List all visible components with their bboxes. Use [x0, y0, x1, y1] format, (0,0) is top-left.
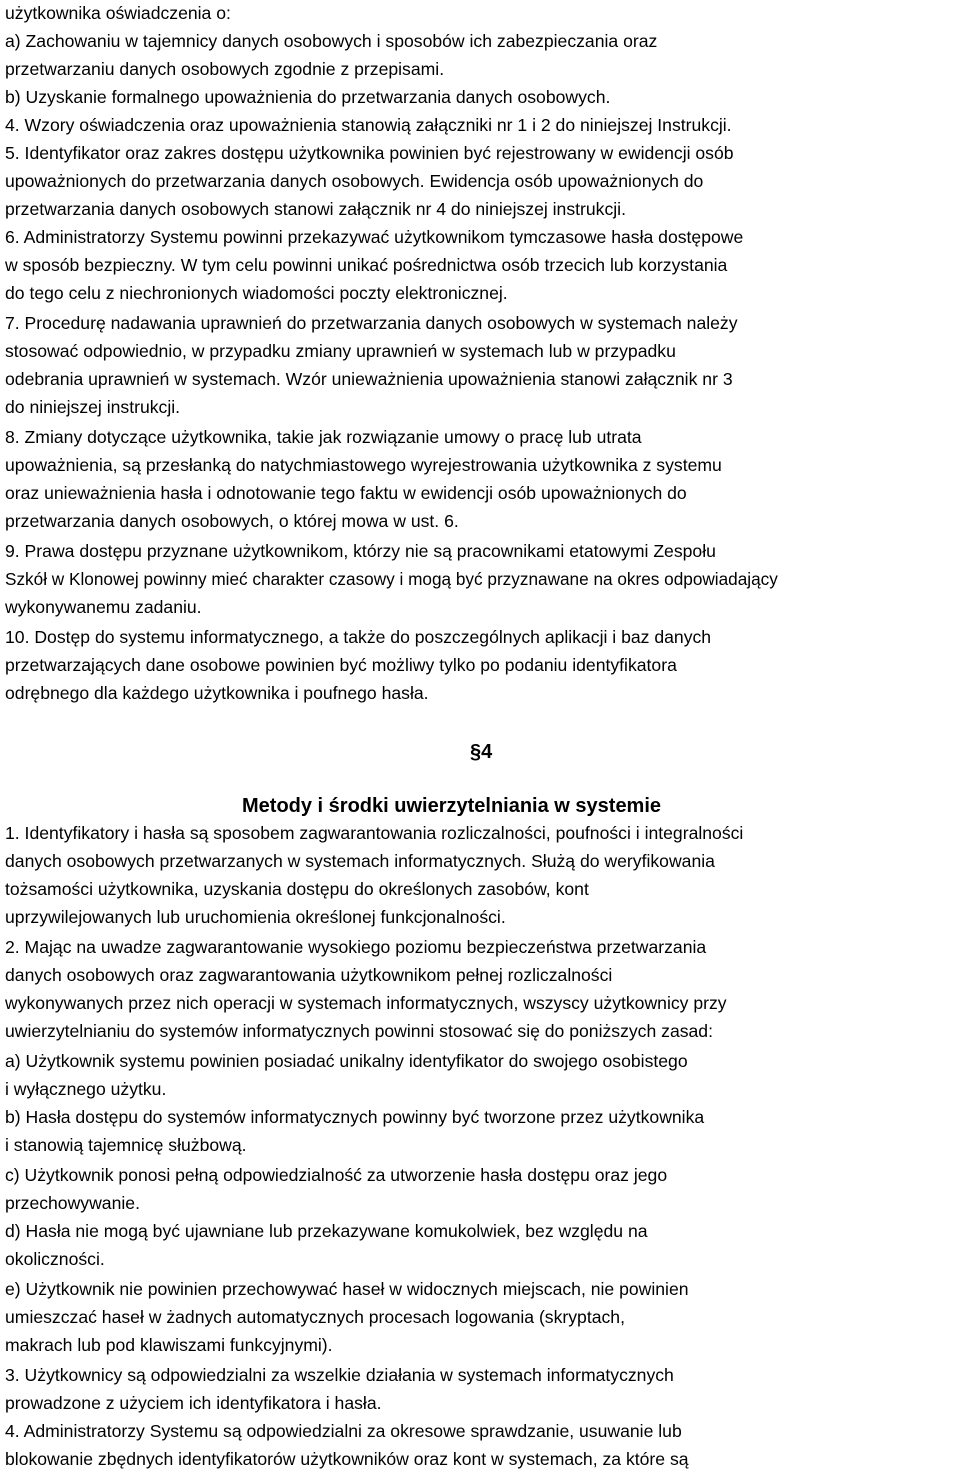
text-line: oraz unieważnienia hasła i odnotowanie tego faktu w ewidencji osób upoważnionych do: [5, 483, 687, 503]
text-line: 3. Użytkownicy są odpowiedzialni za wszelkie działania w systemach informatycznych: [5, 1365, 674, 1385]
text-line: do tego celu z niechronionych wiadomości poczty elektronicznej.: [5, 283, 508, 303]
text-line: przetwarzających dane osobowe powinien być możliwy tylko po podaniu identyfikatora: [5, 655, 677, 675]
text-line: odebrania uprawnień w systemach. Wzór unieważnienia upoważnienia stanowi załącznik nr 3: [5, 369, 733, 389]
text-line: d) Hasła nie mogą być ujawniane lub przekazywane komukolwiek, bez względu na: [5, 1221, 648, 1241]
text-line: 1. Identyfikatory i hasła są sposobem zagwarantowania rozliczalności, poufności i integralności: [5, 823, 744, 843]
text-line: makrach lub pod klawiszami funkcyjnymi).: [5, 1335, 333, 1355]
text-line: b) Uzyskanie formalnego upoważnienia do przetwarzania danych osobowych.: [5, 87, 611, 107]
text-line: 5. Identyfikator oraz zakres dostępu użytkownika powinien być rejestrowany w ewidencji osób: [5, 143, 734, 163]
section-number: §4: [470, 741, 493, 763]
text-line: odrębnego dla każdego użytkownika i poufnego hasła.: [5, 683, 429, 703]
text-line: 2. Mając na uwadze zagwarantowanie wysokiego poziomu bezpieczeństwa przetwarzania: [5, 937, 707, 957]
text-line: danych osobowych przetwarzanych w systemach informatycznych. Służą do weryfikowania: [5, 851, 715, 871]
text-line: wykonywanych przez nich operacji w systemach informatycznych, wszyscy użytkownicy przy: [5, 993, 727, 1013]
text-line: wykonywanemu zadaniu.: [5, 597, 202, 617]
text-line: danych osobowych oraz zagwarantowania użytkownikom pełnej rozliczalności: [5, 965, 613, 985]
text-line: uprzywilejowanych lub uruchomienia określonej funkcjonalności.: [5, 907, 506, 927]
text-line: blokowanie zbędnych identyfikatorów użytkowników oraz kont w systemach, za które są: [5, 1449, 689, 1469]
section-title: Metody i środki uwierzytelniania w systemie: [242, 795, 662, 817]
text-line: w sposób bezpieczny. W tym celu powinni unikać pośrednictwa osób trzecich lub korzystania: [5, 255, 728, 275]
text-line: upoważnionych do przetwarzania danych osobowych. Ewidencja osób upoważnionych do: [5, 171, 704, 191]
text-line: przetwarzania danych osobowych, o której mowa w ust. 6.: [5, 511, 459, 531]
text-line: użytkownika oświadczenia o:: [5, 3, 231, 23]
text-line: przetwarzania danych osobowych stanowi załącznik nr 4 do niniejszej instrukcji.: [5, 199, 626, 219]
text-line: przechowywanie.: [5, 1193, 140, 1213]
text-line: 4. Administratorzy Systemu są odpowiedzialni za okresowe sprawdzanie, usuwanie lub: [5, 1421, 682, 1441]
text-line: 7. Procedurę nadawania uprawnień do przetwarzania danych osobowych w systemach należy: [5, 313, 738, 333]
text-line: prowadzone z użyciem ich identyfikatora i hasła.: [5, 1393, 382, 1413]
text-line: Szkół w Klonowej powinny mieć charakter czasowy i mogą być przyznawane na okres odpowiadający: [5, 569, 778, 589]
text-line: e) Użytkownik nie powinien przechowywać haseł w widocznych miejscach, nie powinien: [5, 1279, 689, 1299]
text-line: 10. Dostęp do systemu informatycznego, a także do poszczególnych aplikacji i baz danych: [5, 627, 712, 647]
text-line: 8. Zmiany dotyczące użytkownika, takie jak rozwiązanie umowy o pracę lub utrata: [5, 427, 642, 447]
text-line: okoliczności.: [5, 1249, 105, 1269]
text-line: tożsamości użytkownika, uzyskania dostępu do określonych zasobów, kont: [5, 879, 589, 899]
text-line: a) Zachowaniu w tajemnicy danych osobowych i sposobów ich zabezpieczania oraz: [5, 31, 658, 51]
text-line: i wyłącznego użytku.: [5, 1079, 167, 1099]
text-line: umieszczać haseł w żadnych automatycznych procesach logowania (skryptach,: [5, 1307, 625, 1327]
text-line: 9. Prawa dostępu przyznane użytkownikom, którzy nie są pracownikami etatowymi Zespołu: [5, 541, 716, 561]
text-line: 4. Wzory oświadczenia oraz upoważnienia stanowią załączniki nr 1 i 2 do niniejszej Instrukcji.: [5, 115, 732, 135]
text-line: do niniejszej instrukcji.: [5, 397, 181, 417]
text-line: 6. Administratorzy Systemu powinni przekazywać użytkownikom tymczasowe hasła dostępowe: [5, 227, 744, 247]
text-line: upoważnienia, są przesłanką do natychmiastowego wyrejestrowania użytkownika z systemu: [5, 455, 722, 475]
text-line: a) Użytkownik systemu powinien posiadać unikalny identyfikator do swojego osobistego: [5, 1051, 688, 1071]
text-line: przetwarzaniu danych osobowych zgodnie z przepisami.: [5, 59, 445, 79]
text-line: stosować odpowiednio, w przypadku zmiany uprawnień w systemach lub w przypadku: [5, 341, 676, 361]
text-line: uwierzytelnianiu do systemów informatycznych powinni stosować się do poniższych zasad:: [5, 1021, 713, 1041]
text-line: i stanowią tajemnicę służbową.: [5, 1135, 247, 1155]
text-line: b) Hasła dostępu do systemów informatycznych powinny być tworzone przez użytkownika: [5, 1107, 705, 1127]
text-line: c) Użytkownik ponosi pełną odpowiedzialność za utworzenie hasła dostępu oraz jego: [5, 1165, 668, 1185]
